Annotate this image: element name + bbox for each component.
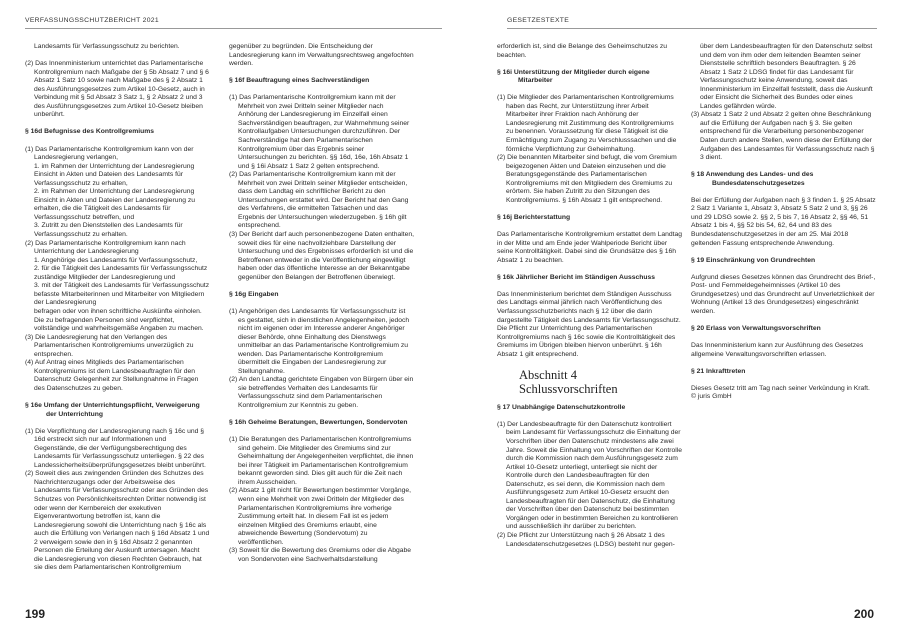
- running-header-right: GESETZESTEXTE: [507, 17, 570, 24]
- paragraph: (2) Die Pflicht zur Unterstützung nach § 26 Absatz 1 des Landesdatenschutzgesetzes (LDSG) besteht nur gegen-: [497, 531, 675, 548]
- paragraph: (4) Auf Antrag eines Mitglieds des Parlamentarischen Kontrollgremiums ist dem Landesbeauftragten für den Datenschutz Gelegenheit zur Stellungnahme in Fragen des Datenschutzes zu geben.: [25, 359, 199, 392]
- section-heading: § 21 Inkrafttreten: [691, 367, 746, 375]
- paragraph: (1) Das Parlamentarische Kontrollgremium kann von der Landesregierung verlangen,: [25, 145, 194, 162]
- paragraph: (2) Soweit dies aus zwingenden Gründen des Schutzes des Nachrichtenzugangs oder der Arbeitsweise des Landesamts für Verfassungsschutz oder aus Gründen des Schutzes von Persönlichkeitsrechten Dritter notwendig ist oder wenn der Kernbereich der exekutiven Eigenverantwortung betroffen ist, kann die Landesregierung sowohl die Unterrichtung nach § 16c als auch die Erfüllung von Verlangen nach § 16d Absatz 1 und 2 verweigern sowie den in § 16d Absatz 2 genannten Personen die Erteilung der Auskunft untersagen. Macht die Landesregierung von diesen Rechten Gebrauch, hat sie dies dem Parlamentarischen Kontrollgremium: [25, 470, 210, 572]
- list-item: 2. im Rahmen der Unterrichtung der Landesregierung Einsicht in Akten und Dateien der Landesregierung zu erhalten, die die Tätigkeit des Landesamts für Verfassungsschutz betreffen, und: [34, 188, 195, 221]
- paragraph: (1) Das Parlamentarische Kontrollgremium kann mit der Mehrheit von zwei Dritteln seiner Mitglieder nach Anhörung der Landesregierung im Einzelfall einen Sachverständigen beauftragen, zur Wahrnehmung seiner Kontrollaufgaben Untersuchungen durchzuführen. Der Sachverständige hat dem Parlamentarischen Kontrollgremium über das Ergebnis seiner Untersuchungen zu berichten. §§ 16d, 16e, 16h Absatz 1 und § 16i Absatz 1 Satz 2 gelten entsprechend.: [229, 94, 410, 170]
- text-column-2: [229, 43, 414, 564]
- paragraph: Das Innenministerium berichtet dem Ständigen Ausschuss des Landtags einmal jährlich nach Veröffentlichung des Verfassungsschutzberichts nach § 12 über die darin dargestellte Tätigkeit des Landesamts für Verfassungsschutz. Die Pflicht zur Unterrichtung des Parlamentarischen Kontrollgremiums nach § 16c sowie die Kontrolltätigkeit des Gremiums im Übrigen bleiben hiervon unberührt. § 16h Absatz 1 gilt entsprechend.: [497, 290, 681, 358]
- section-heading: § 16j Berichterstattung: [497, 213, 571, 221]
- chapter-number: Abschnitt 4: [519, 367, 577, 382]
- section-heading: § 20 Erlass von Verwaltungsvorschriften: [691, 325, 821, 333]
- section-heading: § 16d Befugnisse des Kontrollgremiums: [25, 128, 155, 136]
- section-heading: § 18 Anwendung des Landes- und des Bundesdatenschutzgesetzes: [691, 171, 814, 187]
- paragraph: (2) Das Parlamentarische Kontrollgremium kann mit der Mehrheit von zwei Dritteln seiner Mitglieder entscheiden, dass dem Landtag ein schriftlicher Bericht zu den Untersuchungen erstattet wird. Der Bericht hat den Gang des Verfahrens, die ermittelten Tatsachen und das Ergebnis der Untersuchungen wiederzugeben. § 16h gilt entsprechend.: [229, 171, 409, 230]
- section-heading: § 16f Beauftragung eines Sachverständigen: [229, 77, 370, 85]
- list-item: 2. für die Tätigkeit des Landesamts für Verfassungsschutz zuständige Mitglieder der Landesregierung und: [34, 265, 208, 281]
- list-item: 3. Zutritt zu den Dienststellen des Landesamts für Verfassungsschutz zu erhalten.: [34, 222, 183, 239]
- paragraph: befragen oder von ihnen schriftliche Auskünfte einholen. Die zu befragenden Personen sind verpflichtet, vollständige und wahrheitsgemäße Angaben zu machen.: [34, 307, 204, 333]
- list-item: 1. Angehörige des Landesamts für Verfassungsschutz,: [34, 256, 198, 264]
- paragraph: über dem Landesbeauftragten für den Datenschutz selbst und dem von ihm oder dem leitenden Beamten seiner Dienststelle schriftlich besonders Beauftragten. § 26 Absatz 1 Satz 2 LDSG findet für das Landesamt für Verfassungsschutz keine Anwendung, soweit das Innenministerium im Einzelfall feststellt, dass die Auskunft oder Einsicht die Sicherheit des Bundes oder eines Landes gefährden würde.: [700, 43, 873, 110]
- section-heading: § 16h Geheime Beratungen, Bewertungen, Sondervoten: [229, 419, 408, 427]
- paragraph: (1) Die Mitglieder des Parlamentarischen Kontrollgremiums haben das Recht, zur Unterstützung ihrer Arbeit Mitarbeiter ihrer Fraktion nach Anhörung der Landesregierung mit Zustimmung des Kontrollgremiums zu benennen. Voraussetzung für diese Tätigkeit ist die Ermächtigung zum Zugang zu Verschlusssachen und die förmliche Verpflichtung zur Geheimhaltung.: [497, 94, 677, 153]
- paragraph: erforderlich ist, sind die Belange des Geheimschutzes zu beachten.: [497, 43, 667, 59]
- copyright-notice: © juris GmbH: [691, 393, 732, 401]
- section-heading: § 16g Eingaben: [229, 290, 279, 298]
- page-number-left: 199: [25, 607, 46, 621]
- paragraph: (1) Der Landesbeauftragte für den Datenschutz kontrolliert beim Landesamt für Verfassungsschutz die Einhaltung der Vorschriften über den Datenschutz mindestens alle zwei Jahre. Soweit die Einhaltung von Vorschriften der Kontrolle durch die Kommission nach dem Ausführungsgesetz zum Artikel 10-Gesetz unterliegt, unterliegt sie nicht der Kontrolle durch den Landesbeauftragten für den Datenschutz, es sei denn, die Kommission nach dem Ausführungsgesetz zum Artikel 10-Gesetz ersucht den Landesbeauftragten für den Datenschutz, die Einhaltung der Vorschriften über den Datenschutz bei bestimmten Vorgängen oder in bestimmten Bereichen zu kontrollieren und ausschließlich ihr darüber zu berichten.: [497, 420, 682, 531]
- paragraph: (2) Das Parlamentarische Kontrollgremium kann nach Unterrichtung der Landesregierung: [25, 239, 186, 256]
- paragraph: (2) Das Innenministerium unterrichtet das Parlamentarische Kontrollgremium nach Maßgabe der § 5b Absatz 7 und § 6 Absatz 1 Satz 10 sowie nach Maßgabe des § 2 Absatz 1 des Ausführungsgesetzes zum Artikel 10-Gesetz, auch in Verbindung mit § 5d Absatz 3 Satz 1, § 2 Absatz 2 und 3 des Ausführungsgesetzes zum Artikel 10-Gesetz bleiben unberührt.: [25, 60, 209, 119]
- paragraph: (2) An den Landtag gerichtete Eingaben von Bürgern über ein sie betreffendes Verhalten des Landesamts für Verfassungsschutz sind dem Parlamentarischen Kontrollgremium zur Kenntnis zu geben.: [229, 376, 414, 409]
- paragraph: (2) Die benannten Mitarbeiter sind befugt, die vom Gremium beigezogenen Akten und Dateien einzusehen und die Beratungsgegenstände des Parlamentarischen Kontrollgremiums mit den Mitgliedern des Gremiums zu erörtern. Sie haben Zutritt zu den Sitzungen des Kontrollgremiums. § 16h Absatz 1 gilt entsprechend.: [497, 154, 677, 204]
- paragraph: Dieses Gesetz tritt am Tag nach seiner Verkündung in Kraft.: [691, 384, 870, 392]
- text-column-4: [691, 43, 876, 402]
- paragraph: Das Innenministerium kann zur Ausführung des Gesetzes allgemeine Verwaltungsvorschriften erlassen.: [691, 342, 864, 358]
- section-heading: § 19 Einschränkung von Grundrechten: [691, 256, 816, 264]
- chapter-heading: [519, 368, 682, 396]
- text-column-1: [25, 43, 210, 573]
- paragraph: (2) Absatz 1 gilt nicht für Bewertungen bestimmter Vorgänge, wenn eine Mehrheit von zwei Dritteln der Mitglieder des Parlamentarischen Kontrollgremiums ihre vorherige Zustimmung erteilt hat. In diesem Fall ist es jedem einzelnen Mitglied des Gremiums erlaubt, eine abweichende Bewertung (Sondervotum) zu veröffentlichen.: [229, 487, 411, 546]
- paragraph: (1) Angehörigen des Landesamts für Verfassungsschutz ist es gestattet, sich in dienstlichen Angelegenheiten, jedoch nicht im eigenen oder im Interesse anderer Angehöriger dieser Behörde, ohne Einhaltung des Dienstwegs unmittelbar an das Parlamentarische Kontrollgremium zu wenden. Das Parlamentarische Kontrollgremium übermittelt die Eingaben der Landesregierung zur Stellungnahme.: [229, 307, 410, 375]
- chapter-title: Schlussvorschriften: [519, 381, 618, 396]
- section-heading: § 16e Umfang der Unterrichtungspflicht, Verweigerung der Unterrichtung: [25, 401, 200, 418]
- paragraph: (3) Der Bericht darf auch personenbezogene Daten enthalten, soweit dies für eine nachvollziehbare Darstellung der Untersuchung und des Ergebnisses erforderlich ist und die Betroffenen entweder in die Veröffentlichung eingewilligt haben oder das öffentliche Interesse an der Bekanntgabe gegenüber den Belangen der Betroffenen überwiegt.: [229, 231, 414, 281]
- paragraph: (3) Die Landesregierung hat den Verlangen des Parlamentarischen Kontrollgremiums unverzüglich zu entsprechen.: [25, 333, 194, 358]
- paragraph: (3) Soweit für die Bewertung des Gremiums oder die Abgabe von Sondervoten eine Sachverhaltsdarstellung: [229, 547, 411, 563]
- paragraph: Das Parlamentarische Kontrollgremium erstattet dem Landtag in der Mitte und am Ende jeder Wahlperiode Bericht über seine Kontrolltätigkeit. Dabei sind die Grundsätze des § 16h Absatz 1 zu beachten.: [497, 231, 682, 264]
- paragraph: (1) Die Beratungen des Parlamentarischen Kontrollgremiums sind geheim. Die Mitglieder des Gremiums sind zur Geheimhaltung der Angelegenheiten verpflichtet, die ihnen bei ihrer Tätigkeit im Parlamentarischen Kontrollgremium bekannt geworden sind. Dies gilt auch für die Zeit nach ihrem Ausscheiden.: [229, 436, 414, 486]
- running-header-left: VERFASSUNGSSCHUTZBERICHT 2021: [25, 17, 159, 24]
- list-item: 3. mit der Tätigkeit des Landesamts für Verfassungsschutz befasste Mitarbeiterinnen und Mitarbeiter von Mitgliedern der Landesregierung: [34, 282, 210, 307]
- list-item: 1. im Rahmen der Unterrichtung der Landesregierung Einsicht in Akten und Dateien des Landesamts für Verfassungsschutz zu erhalten,: [34, 162, 195, 187]
- header-rule-left: [25, 28, 442, 29]
- paragraph: Bei der Erfüllung der Aufgaben nach § 3 finden 1. § 25 Absatz 2 Satz 1 Variante 1, Absatz 3, Absatz 5 Satz 2 und 3, §§ 26 und 29 LDSG sowie 2. §§ 2, 5 bis 7, 16 Absatz 2, §§ 46, 51 Absatz 1 bis 4, §§ 52 bis 54, 62, 64 und 83 des Bundesdatenschutzgesetzes in der am 25. Mai 2018 geltenden Fassung entsprechende Anwendung.: [691, 196, 876, 247]
- paragraph: Landesamts für Verfassungsschutz zu berichten.: [34, 43, 180, 50]
- paragraph: (3) Absatz 1 Satz 2 und Absatz 2 gelten ohne Beschränkung auf die Erfüllung der Aufgaben nach § 3. Sie gelten entsprechend für die Verarbeitung personenbezogener Daten durch andere Stellen, wenn diese der Erfüllung der Aufgaben des Landesamtes für Verfassungsschutz nach § 3 dient.: [691, 111, 875, 162]
- paragraph: Aufgrund dieses Gesetzes können das Grundrecht des Brief-, Post- und Fernmeldegeheimnisses (Artikel 10 des Grundgesetzes) und das Grundrecht auf Unverletzlichkeit der Wohnung (Artikel 13 des Grundgesetzes) eingeschränkt werden.: [691, 273, 876, 315]
- section-heading: § 16i Unterstützung der Mitglieder durch eigene Mitarbeiter: [497, 68, 650, 85]
- section-heading: § 16k Jährlicher Bericht im Ständigen Ausschuss: [497, 273, 656, 281]
- text-column-3: [497, 43, 682, 549]
- paragraph: (1) Die Verpflichtung der Landesregierung nach § 16c und § 16d erstreckt sich nur auf Informationen und Gegenstände, die der Verfügungsberechtigung des Landesamts für Verfassungsschutz unterliegen. § 22 des Landessicherheitsüberprüfungsgesetzes bleibt unberührt.: [25, 427, 206, 469]
- page-number-right: 200: [854, 607, 875, 621]
- section-heading: § 17 Unabhängige Datenschutzkontrolle: [497, 403, 626, 411]
- paragraph: gegenüber zu begründen. Die Entscheidung der Landesregierung kann im Verwaltungsrechtsweg angefochten werden.: [229, 43, 414, 68]
- header-rule-right: [507, 28, 877, 29]
